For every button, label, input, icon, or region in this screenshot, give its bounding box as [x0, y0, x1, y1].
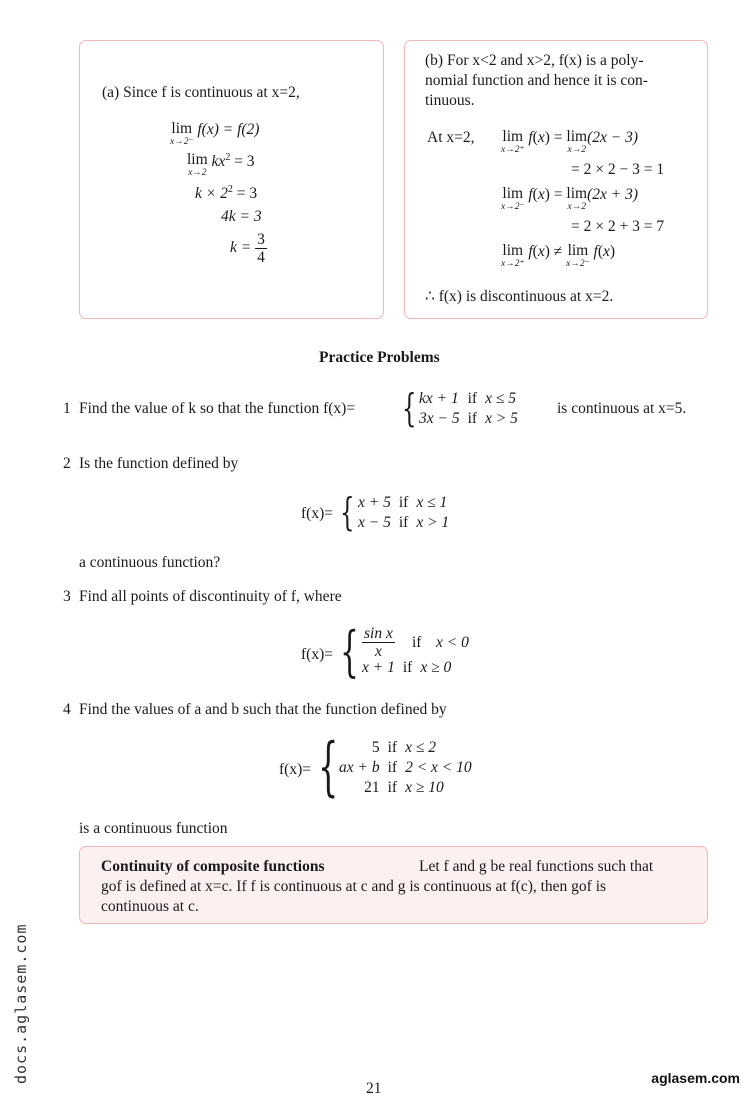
q3-fx: f(x)= — [301, 646, 333, 663]
limit-operator: lim x→2⁻ — [170, 120, 194, 147]
q3-text: Find all points of discontinuity of f, where — [79, 588, 342, 605]
box-a-eq2: lim x→2 $kx^2 = 3$ — [187, 151, 255, 178]
box-a-eq1: lim x→2⁻ f(x) = f(2) — [170, 120, 260, 147]
box-b-at-label: At x=2, — [427, 129, 475, 146]
box-b-conclusion: ∴ f(x) is discontinuous at x=2. — [425, 288, 614, 305]
q3-row1-if: if — [412, 634, 422, 651]
q2-text: Is the function defined by — [79, 455, 239, 472]
box-a-eq3: $k \times 2^2 = 3$ — [195, 184, 258, 203]
box-a-intro: (a) Since f is continuous at x=2, — [102, 84, 300, 101]
q2-tail: a continuous function? — [79, 554, 221, 571]
box-b-line2: nomial function and hence it is con- — [425, 72, 648, 89]
box-b-eq5: lim x→2⁺ f(x) ≠ lim x→2⁻ f(x) — [501, 242, 616, 269]
box-b-line3: tinuous. — [425, 92, 475, 109]
box-b-eq4: = 2 × 2 + 3 = 7 — [571, 218, 665, 235]
q3-brace: { — [340, 620, 359, 683]
note-line2: gof is defined at x=c. If f is continuous at c and g is continuous at f(c), then gof is — [101, 878, 607, 895]
q3-number: 3 — [63, 588, 71, 605]
q1-tail: is continuous at x=5. — [557, 400, 687, 417]
q4-piecewise: 5 if x ≤ 2 ax + b if 2 < x < 10 21 if x ≥ 10 — [339, 739, 472, 796]
q2-fx: f(x)= — [301, 505, 333, 522]
q1-text: Find the value of k so that the function f(x)= — [79, 400, 356, 417]
box-b-eq2: = 2 × 2 − 3 = 1 — [571, 161, 665, 178]
q2-brace: { — [340, 490, 355, 534]
q2-number: 2 — [63, 455, 71, 472]
q4-brace: { — [318, 730, 339, 804]
solution-box-b — [404, 40, 708, 319]
box-a-eq4: 4k = 3 — [221, 208, 262, 225]
box-a-eq5: k = $\frac{3}{4}$ — [230, 231, 265, 266]
q4-tail: is a continuous function — [79, 820, 228, 837]
side-watermark: docs.aglasem.com — [12, 923, 30, 1084]
q3-row1: $\frac{\text{sin x}}{x}$ — [364, 625, 393, 660]
note-title: Continuity of composite functions — [101, 858, 325, 875]
solution-box-a — [79, 40, 384, 319]
box-b-line1: (b) For x<2 and x>2, f(x) is a poly- — [425, 52, 644, 69]
box-b-eq1: lim x→2⁺ f(x) = lim x→2 (2x − 3) — [501, 128, 638, 155]
practice-heading: Practice Problems — [319, 349, 440, 366]
q3-row1-cond: x < 0 — [436, 634, 469, 651]
q2-piecewise: x + 5 if x ≤ 1 x − 5 if x > 1 — [358, 494, 450, 531]
box-b-eq3: lim x→2⁻ f(x) = lim x→2 (2x + 3) — [501, 185, 638, 212]
q1-number: 1 — [63, 400, 71, 417]
q1-brace: { — [402, 386, 417, 430]
composite-functions-note — [79, 846, 708, 924]
page-number: 21 — [366, 1080, 382, 1097]
q4-text: Find the values of a and b such that the function defined by — [79, 701, 447, 718]
note-line1: Let f and g be real functions such that — [419, 858, 654, 875]
q1-piecewise: kx + 1 if x ≤ 5 3x − 5 if x > 5 — [419, 390, 518, 427]
q4-number: 4 — [63, 701, 71, 718]
q3-row2: x + 1 if x ≥ 0 — [362, 659, 452, 676]
note-line3: continuous at c. — [101, 898, 199, 915]
corner-watermark: aglasem.com — [651, 1070, 740, 1086]
q4-fx: f(x)= — [279, 761, 311, 778]
